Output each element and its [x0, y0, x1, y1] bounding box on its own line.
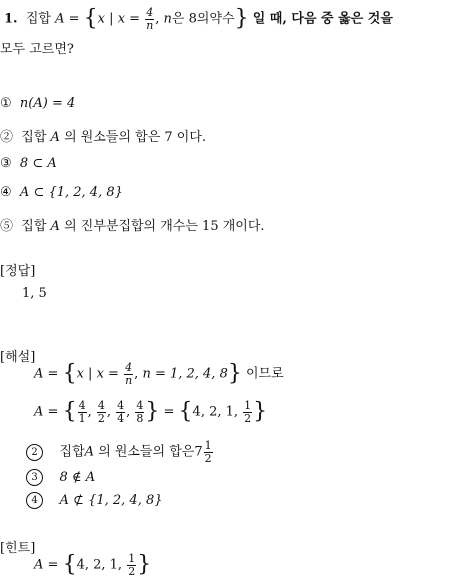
choice-4: [0, 185, 123, 200]
fraction: $\frac{1}{2}$: [204, 439, 212, 465]
solution-item-2: 2 집합A 의 원소들의 합은7 $\frac{1}{2}$: [26, 440, 214, 464]
answer-value: 1, 5: [22, 286, 47, 301]
right-brace: }: [234, 6, 249, 32]
stem-suffix: 일 때, 다음 중 옳은 것을: [252, 11, 393, 27]
solution-label: [해설]: [0, 350, 36, 365]
choice-text: 8 ⊂ A: [19, 156, 57, 171]
circled-number: 2: [26, 444, 43, 461]
choice-text: A ⊂ {1, 2, 4, 8}: [19, 185, 123, 200]
circled-number: 4: [26, 492, 43, 509]
solution-line-1: A = {x | x = $\frac{4}{n}$ , n = 1, 2, 4, 8} 이므로: [34, 361, 284, 387]
stem-line-2: 모두 고르면?: [0, 42, 74, 57]
choice-3: [0, 156, 57, 171]
cond-var: n: [163, 11, 172, 27]
fraction: $\frac{4}{4}$: [117, 399, 125, 425]
hint-line: A = {4, 2, 1, $\frac{1}{2}$ }: [34, 552, 152, 578]
stem-prefix: 집합: [25, 11, 51, 27]
fraction: $\frac{4}{1}$: [78, 399, 86, 425]
choice-2: ② 집합 A 의 원소들의 합은 7 이다.: [0, 130, 207, 145]
set-var: x: [97, 11, 106, 27]
set-x-eq: x =: [117, 11, 141, 27]
set-name: A: [55, 11, 65, 27]
circled-number: 3: [26, 469, 43, 486]
question-stem: 1. 집합 A = {x | x = $\frac{4}{n}$ , n은 8의약수} 일 때, 다음 중 옳은 것을: [4, 6, 393, 32]
choice-mark: ⑤: [0, 219, 14, 234]
solution-item-4: 4 A ⊄ {1, 2, 4, 8}: [26, 492, 163, 509]
set-bar: |: [109, 11, 114, 27]
hint-label: [힌트]: [0, 541, 36, 556]
choice-mark: ②: [0, 130, 14, 145]
fraction: $\frac{4}{2}$: [97, 399, 105, 425]
choice-mark: ④: [0, 185, 12, 200]
choice-mark: ③: [0, 156, 12, 171]
choice-5: ⑤ 집합 A 의 진부분집합의 개수는 15 개이다.: [0, 219, 265, 234]
fraction: $\frac{1}{2}$: [244, 399, 252, 425]
fraction: $\frac{4}{8}$: [136, 399, 144, 425]
choice-mark: ①: [0, 96, 12, 111]
solution-line-2: A = { $\frac{4}{1}$ , $\frac{4}{2}$ , $\frac{4}{4}$ , $\frac{4}{8}$ } = {4, 2, 1, $\frac{1}{2}$ }: [34, 399, 268, 425]
left-brace: {: [83, 6, 98, 32]
cond-text: 은 8의약수: [171, 11, 235, 27]
solution-item-3: 3 8 ∉ A: [26, 469, 95, 486]
fraction: $\frac{1}{2}$: [128, 552, 136, 578]
fraction-4-over-n: $\frac{4}{n}$: [125, 361, 133, 387]
choice-text: n(A) = 4: [19, 96, 76, 111]
fraction-4-over-n: $\frac{4}{n}$: [146, 6, 154, 32]
question-number: 1.: [4, 11, 18, 27]
choice-1: [0, 96, 75, 111]
answer-label: [정답]: [0, 264, 36, 279]
